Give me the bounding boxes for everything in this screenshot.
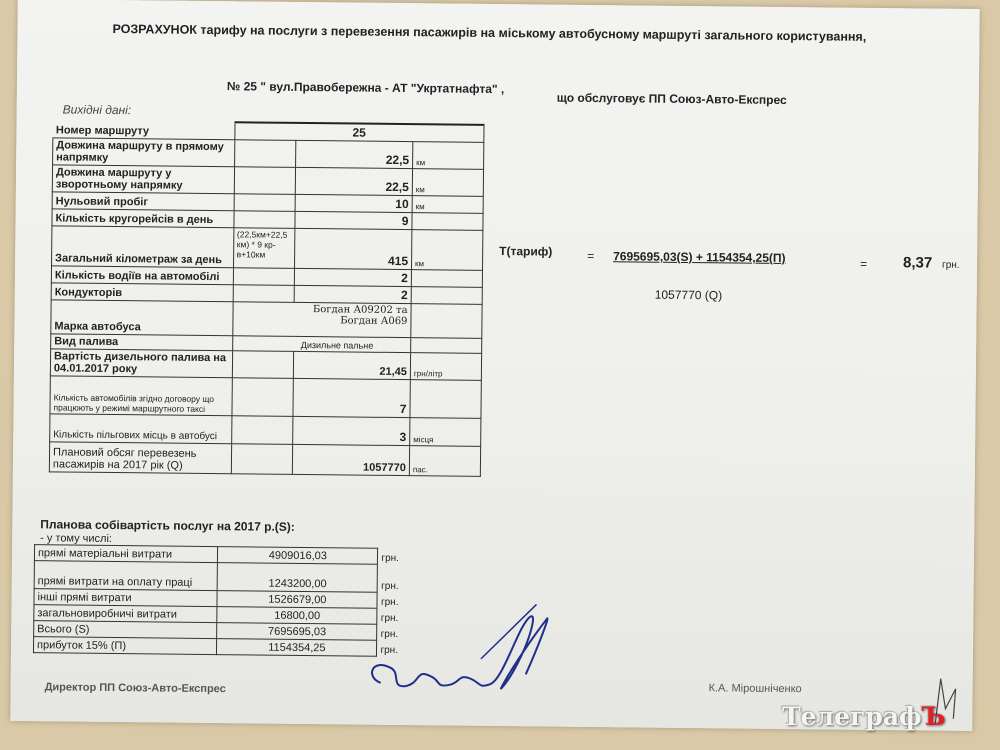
- length-back-unit: км: [412, 169, 483, 197]
- fuel-price-label: Вартість дизельного палива на 04.01.2017 року: [50, 349, 232, 378]
- cost-label: прямі матеріальні витрати: [34, 545, 217, 563]
- signer-name: К.А. Мірошніченко: [708, 682, 802, 696]
- cost-unit: грн.: [380, 644, 399, 656]
- daily-km-value: 415: [295, 228, 412, 269]
- cost-label: загальновиробничі витрати: [34, 605, 217, 623]
- cost-value: 1526679,00: [217, 591, 377, 609]
- length-forward-unit: км: [413, 142, 484, 170]
- cost-value: 1243200,00: [217, 563, 377, 593]
- benefit-seats-label: Кількість пільгових місць в автобусі: [50, 414, 232, 444]
- tariff-result: 8,37: [903, 254, 933, 272]
- cost-label: Всього (S): [34, 621, 217, 639]
- route-no-value: 25: [234, 122, 484, 142]
- formula-denominator: 1057770 (Q): [654, 287, 723, 303]
- formula-numerator: 7695695,03(S) + 1154354,25(П): [613, 249, 786, 266]
- table-row: [52, 226, 483, 271]
- route-line: № 25 " вул.Правобережна - АТ "Укртатнафта" ,: [226, 79, 505, 97]
- document-sheet: [10, 0, 980, 731]
- length-back-value: 22,5: [296, 167, 413, 195]
- length-forward-value: 22,5: [296, 140, 413, 168]
- input-data-table: [49, 119, 485, 477]
- conductors-value: 2: [295, 285, 412, 303]
- director-title: Директор ПП Союз-Авто-Експрес: [44, 681, 226, 696]
- fuel-type-value: Дизильне пальне: [232, 336, 411, 353]
- zero-run-value: 10: [296, 194, 413, 212]
- cost-including-label: - у тому числі:: [40, 532, 113, 545]
- bus-brand-value: Богдан А09202 та Богдан А069: [232, 302, 411, 338]
- planned-volume-label: Плановий обсяг перевезень пасажирів на 2017 рік (Q): [49, 442, 231, 474]
- table-row: [49, 442, 480, 477]
- fuel-type-label: Вид палива: [51, 334, 233, 351]
- cost-unit: грн.: [380, 612, 399, 624]
- conductors-label: Кондукторів: [51, 283, 233, 302]
- daily-km-label: Загальний кілометраж за день: [52, 226, 234, 268]
- cost-value: 7695695,03: [217, 623, 377, 641]
- buses-count-value: 7: [293, 378, 410, 417]
- operator-line: що обслуговує ПП Союз-Авто-Експрес: [556, 90, 787, 108]
- equals-sign-result: =: [860, 256, 868, 271]
- cost-label: прямі витрати на оплату праці: [34, 561, 218, 591]
- cost-unit: грн.: [381, 552, 400, 564]
- fuel-price-value: 21,45: [294, 351, 411, 379]
- tariff-result-unit: грн.: [942, 259, 960, 271]
- round-trips-value: 9: [295, 211, 412, 229]
- cost-label: прибуток 15% (П): [33, 637, 216, 655]
- drivers-label: Кількість водіїв на автомобілі: [51, 266, 233, 285]
- length-back-label: Довжина маршруту у зворотньому напрямку: [52, 165, 234, 194]
- daily-km-unit: км: [411, 230, 482, 271]
- director-signature: [360, 588, 561, 710]
- drivers-value: 2: [295, 268, 412, 286]
- planned-volume-unit: пас.: [409, 446, 480, 477]
- route-no-label: Номер маршруту: [53, 120, 235, 139]
- cost-unit: грн.: [380, 628, 399, 640]
- length-forward-label: Довжина маршруту в прямому напрямку: [53, 138, 235, 167]
- bus-brand-label: Марка автобуса: [51, 300, 233, 336]
- zero-run-label: Нульовий пробіг: [52, 192, 234, 211]
- cost-unit: грн.: [380, 596, 399, 608]
- fuel-price-unit: грн/літр: [410, 353, 481, 381]
- cost-section-title: Планова собівартість послуг на 2017 р.(S):: [40, 517, 295, 534]
- table-row: [50, 414, 481, 447]
- watermark-text: Телеграф: [782, 702, 922, 731]
- zero-run-unit: км: [412, 196, 483, 214]
- cost-value: 16800,00: [217, 607, 377, 625]
- initial-data-label: Вихідні дані:: [62, 102, 132, 118]
- cost-unit: грн.: [381, 580, 399, 592]
- buses-count-label: Кількість автомобілів згідно договору що працюють у режимі маршрутного таксі: [50, 376, 232, 416]
- tariff-label: Т(тариф): [499, 244, 553, 259]
- cost-value: 1154354,25: [217, 639, 377, 657]
- round-trips-label: Кількість кругорейсів в день: [52, 209, 234, 228]
- watermark-logo: [782, 702, 946, 731]
- table-row: [50, 376, 481, 419]
- cost-value: 4909016,03: [218, 547, 378, 565]
- watermark-accent-letter: Ъ: [921, 702, 946, 731]
- cost-label: інші прямі витрати: [34, 589, 217, 607]
- planned-volume-value: 1057770: [293, 444, 410, 475]
- table-row: [51, 300, 482, 339]
- benefit-seats-value: 3: [293, 416, 410, 445]
- daily-km-formula: (22,5км+22,5 км) * 9 кр-в+10км: [233, 228, 295, 269]
- document-title: РОЗРАХУНОК тарифу на послуги з перевезення пасажирів на міському автобусному маршруті загального користування,: [112, 21, 867, 44]
- benefit-seats-unit: місця: [410, 418, 481, 447]
- equals-sign: =: [587, 248, 595, 264]
